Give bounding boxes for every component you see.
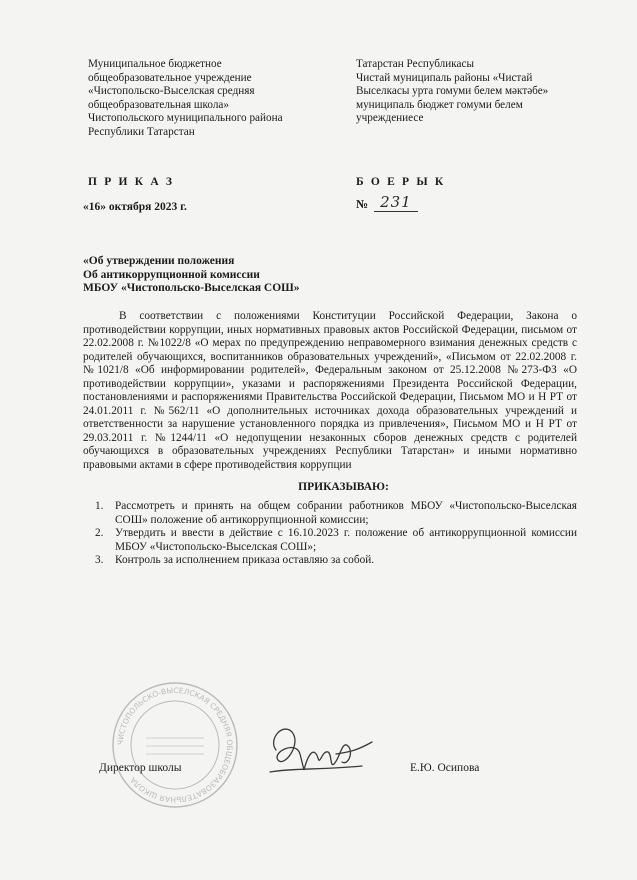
header-left-line: общеобразовательное учреждение — [88, 71, 252, 84]
header-left-block — [88, 58, 338, 140]
order-title-tt: Б О Е Р Ы К — [356, 176, 446, 188]
stamp-inner-ring — [131, 701, 219, 789]
header-right-block — [356, 58, 596, 126]
header-right-line: муниципаль бюджет гомуми белем — [356, 98, 523, 111]
item-number: 2. — [95, 527, 104, 539]
order-number-value: 231 — [374, 193, 418, 212]
header-right-line: учреждениесе — [356, 112, 424, 125]
order-heading — [0, 481, 637, 493]
subject-line: МБОУ «Чистопольско-Выселская СОШ» — [83, 282, 300, 294]
header-left-line: Республики Татарстан — [88, 125, 195, 138]
item-number: 3. — [95, 554, 104, 566]
school-stamp — [110, 680, 240, 810]
order-title-ru: П Р И К А З — [88, 176, 175, 188]
header-right-line: Выселкасы урта гомуми белем мәктәбе» — [356, 85, 549, 98]
header-left-line: «Чистопольско-Выселская средняя — [88, 85, 255, 98]
order-date: «16» октября 2023 г. — [83, 201, 187, 213]
header-right-line: Татарстан Республикасы — [356, 58, 474, 70]
order-items-list — [95, 500, 577, 568]
header-left-line: Муниципальное бюджетное — [88, 58, 222, 70]
signature-name: Е.Ю. Осипова — [410, 762, 480, 774]
list-item — [95, 554, 577, 568]
header-left-line: Чистопольского муниципального района — [88, 112, 283, 125]
order-preamble: В соответствии с положениями Конституции Российской Федерации, Закона о противодействии коррупции, иных нормативных правовых актов Российской Федерации, письмом от 22.02.2008 г. №1022/8 «О мерах по предупреждению неправомерного взимания денежных средств с родителей обучающихся, воспитанников образовательных учреждений», «Письмом от 22.02.2008 г. №1021/8 «Об информировании родителей», Федеральным законом от 25.12.2008 №273-ФЗ «О противодействии коррупции», указами и распоряжениями Президента Российской Федерации, постановлениями и распоряжениями Правительства Российской Федерации, Письмом МО и Н РТ от 24.01.2011 г. №562/11 «О дополнительных источниках дохода образовательных учреждений и ответственности за нарушение установленного порядка из привлечения», Письмом МО и Н РТ от 29.03.2011 г. №1244/11 «О недопущении незаконных сборов денежных средств с родителей обучающихся в образовательных учреждениях Республики Татарстан» и иными нормативно правовыми актами в сфере противодействия коррупции — [83, 310, 577, 471]
stamp-outer-ring — [113, 683, 237, 807]
list-item — [95, 500, 577, 527]
order-subject — [83, 255, 300, 296]
order-number-label: № — [356, 197, 369, 211]
item-number: 1. — [95, 500, 104, 512]
item-text: Рассмотреть и принять на общем собрании работников МБОУ «Чистопольско-Выселская СОШ» положение об антикоррупционной комиссии; — [115, 500, 577, 526]
item-text: Контроль за исполнением приказа оставляю за собой. — [115, 554, 375, 566]
subject-line: Об антикоррупционной комиссии — [83, 268, 260, 281]
list-item — [95, 527, 577, 554]
signature-position: Директор школы — [99, 762, 182, 774]
header-left-line: общеобразовательная школа» — [88, 98, 229, 111]
handwritten-signature — [262, 710, 382, 790]
item-text: Утвердить и ввести в действие с 16.10.2023 г. положение об антикоррупционной комиссии МБОУ «Чистопольско-Выселская СОШ»; — [115, 527, 577, 553]
header-right-line: Чистай муниципаль районы «Чистай — [356, 71, 533, 84]
subject-line: «Об утверждении положения — [83, 255, 235, 267]
order-number — [356, 193, 418, 215]
order-heading-text: ПРИКАЗЫВАЮ: — [298, 481, 389, 493]
stamp-ring-text: ЧИСТОПОЛЬСКО-ВЫСЕЛСКАЯ СРЕДНЯЯ ОБЩЕОБРАЗОВАТЕЛЬНАЯ ШКОЛА — [115, 685, 235, 805]
